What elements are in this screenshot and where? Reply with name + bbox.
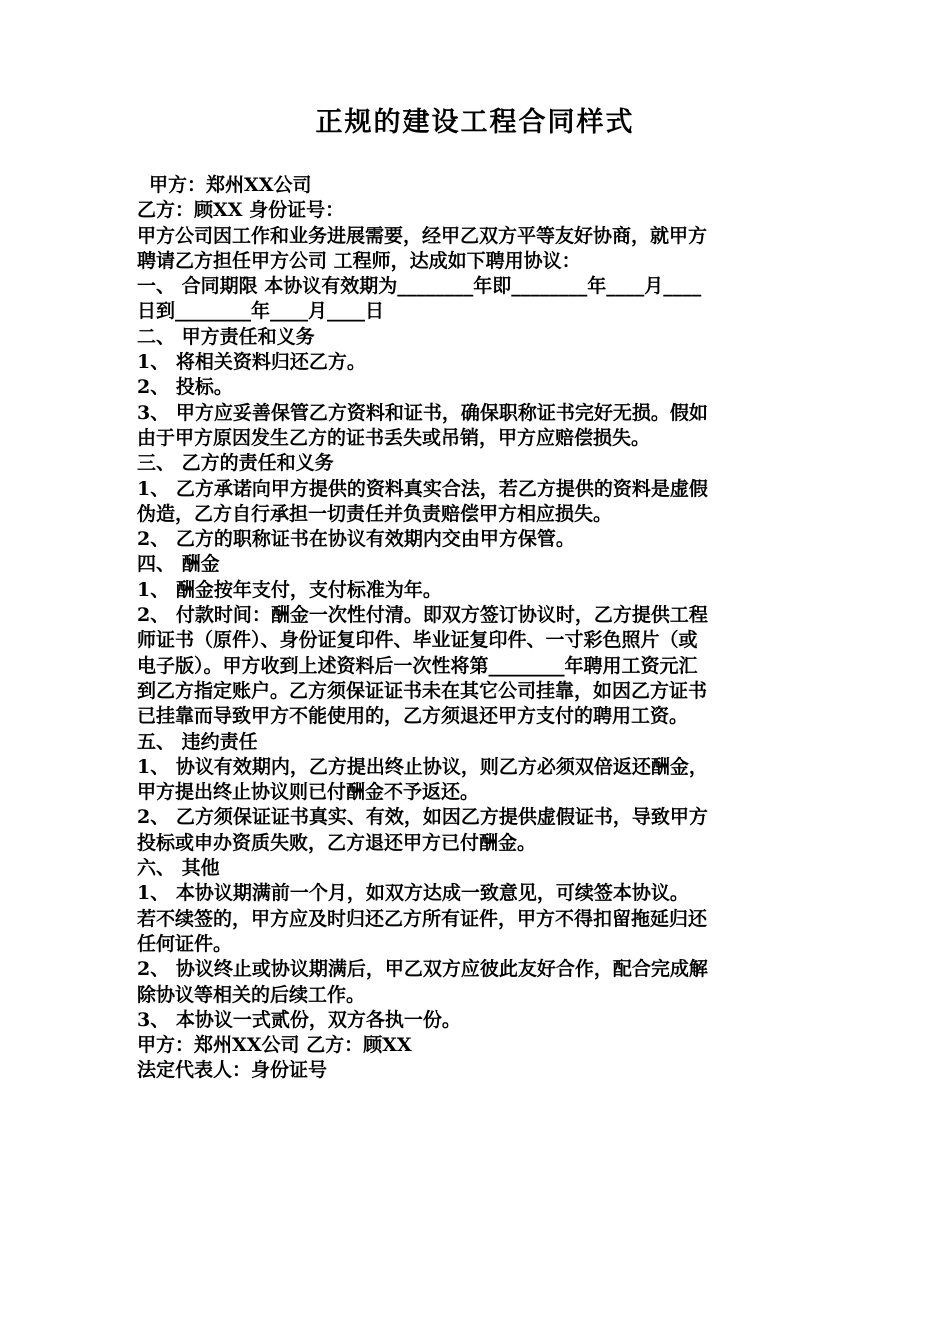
clause-line: 除协议等相关的后续工作。 — [137, 983, 366, 1006]
section-heading: 四、 酬金 — [137, 553, 220, 576]
clause-line: 由于甲方原因发生乙方的证书丢失或吊销，甲方应赔偿损失。 — [137, 426, 651, 449]
clause-line: 2、 乙方的职称证书在协议有效期内交由甲方保管。 — [137, 528, 575, 551]
clause-line: 已挂靠而导致甲方不能使用的，乙方须退还甲方支付的聘用工资。 — [137, 705, 689, 728]
clause-line: 1、 乙方承诺向甲方提供的资料真实合法，若乙方提供的资料是虚假 — [137, 477, 708, 500]
clause-line: 1、 将相关资料归还乙方。 — [137, 351, 366, 374]
section-heading: 三、 乙方的责任和义务 — [137, 452, 334, 475]
clause-line: 投标或申办资质失败，乙方退还甲方已付酬金。 — [137, 831, 537, 854]
clause-line: 1、 本协议期满前一个月，如双方达成一致意见，可续签本协议。 — [137, 882, 689, 905]
signature-parties-line: 甲方：郑州XX公司 乙方：顾XX — [137, 1034, 412, 1057]
document-body — [137, 173, 827, 1084]
clause-line: 2、 乙方须保证证书真实、有效，如因乙方提供虚假证书，导致甲方 — [137, 806, 708, 829]
clause-line: 若不续签的，甲方应及时归还乙方所有证件，甲方不得扣留拖延归还 — [137, 907, 708, 930]
clause-line: 2、 协议终止或协议期满后，甲乙双方应彼此友好合作，配合完成解 — [137, 958, 708, 981]
signature-representative-line: 法定代表人：身份证号 — [137, 1059, 328, 1082]
section-term-line: 一、 合同期限 本协议有效期为________年即________年____月____ — [137, 275, 702, 298]
clause-line: 伪造，乙方自行承担一切责任并负责赔偿甲方相应损失。 — [137, 502, 613, 525]
clause-line: 甲方提出终止协议则已付酬金不予返还。 — [137, 781, 480, 804]
party-b-line: 乙方：顾XX 身份证号： — [137, 199, 345, 222]
section-heading: 五、 违约责任 — [137, 730, 258, 753]
intro-line: 聘请乙方担任甲方公司 工程师，达成如下聘用协议： — [137, 249, 581, 272]
clause-line: 1、 酬金按年支付，支付标准为年。 — [137, 578, 442, 601]
clause-line: 3、 甲方应妥善保管乙方资料和证书，确保职称证书完好无损。假如 — [137, 401, 708, 424]
document-title: 正规的建设工程合同样式 — [315, 107, 635, 138]
party-a-line: 甲方：郑州XX公司 — [149, 174, 312, 196]
clause-line: 3、 本协议一式贰份，双方各执一份。 — [137, 1008, 461, 1031]
clause-line: 电子版）。甲方收到上述资料后一次性将第________年聘用工资元汇 — [137, 654, 698, 677]
intro-line: 甲方公司因工作和业务进展需要，经甲乙双方平等友好协商，就甲方 — [137, 224, 708, 247]
section-heading: 六、 其他 — [137, 857, 220, 880]
clause-line: 师证书（原件）、身份证复印件、毕业证复印件、一寸彩色照片（或 — [137, 629, 698, 652]
clause-line: 2、 付款时间：酬金一次性付清。即双方签订协议时，乙方提供工程 — [137, 604, 708, 627]
clause-line: 到乙方指定账户。乙方须保证证书未在其它公司挂靠，如因乙方证书 — [137, 679, 708, 702]
clause-line: 1、 协议有效期内，乙方提出终止协议，则乙方必须双倍返还酬金， — [137, 755, 708, 778]
clause-line: 2、 投标。 — [137, 376, 233, 399]
section-term-line: 日到________年____月____日 — [137, 300, 385, 323]
section-heading: 二、 甲方责任和义务 — [137, 325, 315, 348]
clause-line: 任何证件。 — [137, 932, 233, 955]
